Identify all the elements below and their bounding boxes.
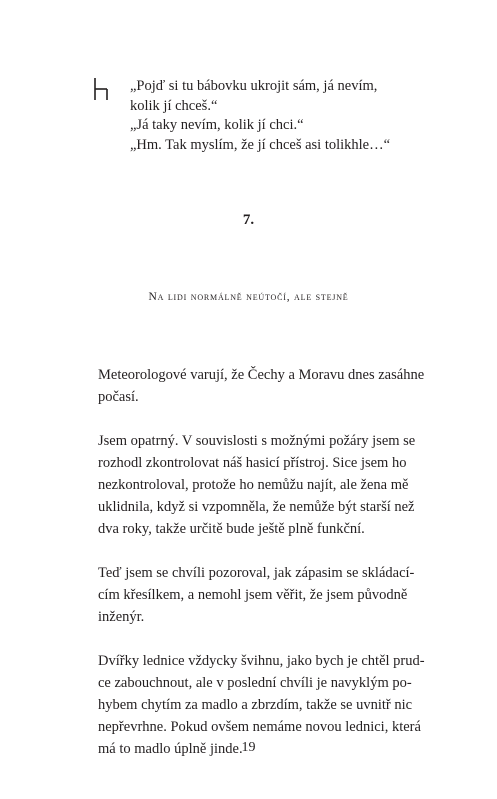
text-line: nezkontroloval, protože ho nemůžu najít, ale žena mě	[98, 477, 409, 493]
text-line: hybem chytím za madlo a zbrzdím, takže se uvnitř nic	[98, 697, 413, 713]
paragraph	[98, 430, 416, 540]
chapter-number: 7.	[242, 212, 255, 228]
dialogue-line: „Pojď si tu bábovku ukrojit sám, já nevím,	[130, 78, 378, 94]
chapter-body	[98, 364, 425, 782]
ornament-icon	[93, 78, 109, 100]
text-line: rozhodl zkontrolovat náš hasicí přístroj. Sice jsem ho	[98, 455, 407, 471]
dialogue-excerpt	[130, 77, 430, 155]
text-line: cím křesílkem, a nemohl jsem věřit, že jsem původně	[98, 587, 408, 603]
text-line: inženýr.	[98, 609, 145, 625]
text-line: nepřevrhne. Pokud ovšem nemáme novou lednici, která	[98, 719, 421, 735]
text-line: Dvířky lednice vždycky švihnu, jako bych je chtěl prud-	[98, 653, 425, 669]
dialogue-line: kolik jí chceš.“	[130, 97, 218, 114]
text-line: uklidnila, když si vzpomněla, že nemůže být starší než	[98, 499, 415, 515]
page-number: 19	[241, 740, 256, 755]
text-line: počasí.	[98, 389, 139, 405]
dialogue-line: „Hm. Tak myslím, že jí chceš asi tolikhle…“	[130, 136, 391, 153]
dialogue-line: „Já taky nevím, kolik jí chci.“	[130, 117, 304, 133]
text-line: Teď jsem se chvíli pozoroval, jak zápasim se skládací-	[98, 565, 415, 581]
text-line: ce zabouchnout, ale v poslední chvíli je navyklým po-	[98, 675, 412, 691]
chapter-title: Na lidi normálně neútočí, ale stejně	[148, 291, 349, 303]
text-line: Jsem opatrný. V souvislosti s možnými požáry jsem se	[98, 433, 416, 449]
text-line: má to madlo úplně jinde.	[98, 741, 243, 757]
paragraph	[98, 364, 425, 408]
text-line: Meteorologové varují, že Čechy a Moravu dnes zasáhne	[98, 367, 425, 383]
text-line: dva roky, takže určitě bude ještě plně funkční.	[98, 521, 365, 537]
paragraph	[98, 562, 415, 628]
